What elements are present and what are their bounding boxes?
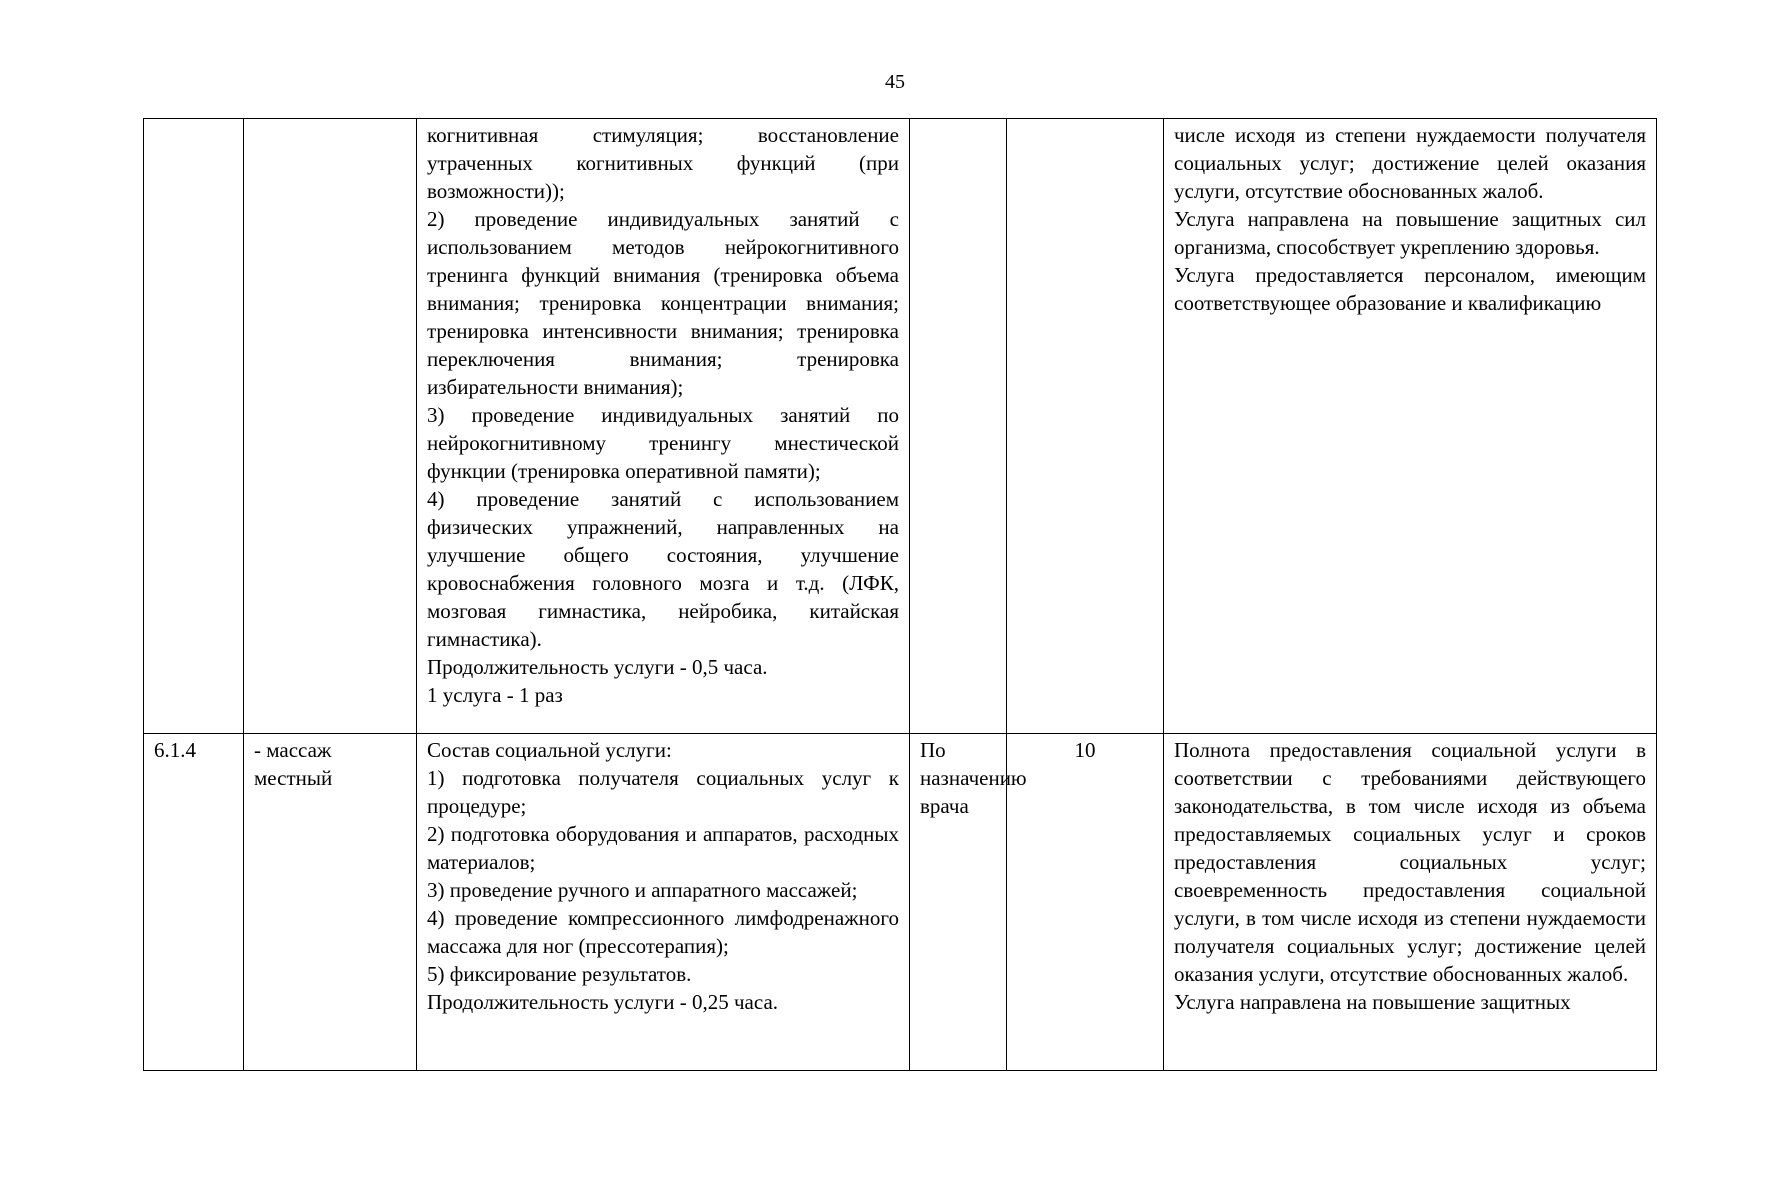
service-name-cell: - массаж местный [244, 734, 417, 1071]
service-amount-cell [1007, 119, 1164, 734]
paragraph: 4) проведение компрессионного лимфодренажного массажа для ног (прессотерапия); [427, 906, 899, 958]
service-criteria-text [1174, 736, 1646, 1016]
service-criteria-cell [1164, 734, 1657, 1071]
paragraph: числе исходя из степени нуждаемости получателя социальных услуг; достижение целей оказания услуги, отсутствие обоснованных жалоб. [1174, 123, 1646, 203]
service-frequency-cell: По назначению врача [910, 734, 1007, 1071]
paragraph: 5) фиксирование результатов. [427, 962, 692, 986]
service-criteria-text [1174, 121, 1646, 317]
paragraph: 2) проведение индивидуальных занятий с использованием методов нейрокогнитивного тренинга функций внимания (тренировка объема внимания; тренировка концентрации внимания; тренировка интенсивности внимания; тренировка переключения внимания; тренировка избирательности внимания); [427, 207, 899, 399]
service-content-cell [417, 119, 910, 734]
paragraph: Полнота предоставления социальной услуги в соответствии с требованиями действующего законодательства, в том числе исходя из объема предоставляемых социальных услуг и сроков предоставления социальных услуг; своевременность предоставления социальной услуги, в том числе исходя из степени нуждаемости получателя социальных услуг; достижение целей оказания услуги, отсутствие обоснованных жалоб. [1174, 738, 1646, 986]
page-number: 45 [885, 71, 905, 93]
service-content-cell [417, 734, 910, 1071]
service-amount-cell: 10 [1007, 734, 1164, 1071]
paragraph: когнитивная стимуляция; восстановление утраченных когнитивных функций (при возможности)); [427, 123, 899, 203]
service-content-text [427, 121, 899, 709]
paragraph: Услуга направлена на повышение защитных сил организма, способствует укреплению здоровья. [1174, 207, 1646, 259]
service-name-cell [244, 119, 417, 734]
service-criteria-cell [1164, 119, 1657, 734]
paragraph: Продолжительность услуги - 0,5 часа. [427, 655, 768, 679]
paragraph: Услуга направлена на повышение защитных [1174, 990, 1571, 1014]
paragraph: Продолжительность услуги - 0,25 часа. [427, 990, 779, 1014]
paragraph: 2) подготовка оборудования и аппаратов, расходных материалов; [427, 822, 899, 874]
paragraph: 3) проведение ручного и аппаратного массажей; [427, 878, 858, 902]
service-code-cell [144, 119, 244, 734]
service-frequency-cell [910, 119, 1007, 734]
table-row [144, 119, 1657, 734]
service-code-cell: 6.1.4 [144, 734, 244, 1071]
paragraph: 4) проведение занятий с использованием физических упражнений, направленных на улучшение общего состояния, улучшение кровоснабжения головного мозга и т.д. (ЛФК, мозговая гимнастика, нейробика, китайская гимнастика). [427, 487, 899, 651]
services-table [143, 118, 1657, 1071]
paragraph: 1) подготовка получателя социальных услуг к процедуре; [427, 766, 899, 818]
service-content-text [427, 736, 899, 1016]
paragraph: Услуга предоставляется персоналом, имеющим соответствующее образование и квалификацию [1174, 263, 1646, 315]
paragraph: 3) проведение индивидуальных занятий по нейрокогнитивному тренингу мнестической функции (тренировка оперативной памяти); [427, 403, 899, 483]
table-row [144, 734, 1657, 1071]
paragraph: 1 услуга - 1 раз [427, 683, 563, 707]
paragraph: Состав социальной услуги: [427, 738, 672, 762]
